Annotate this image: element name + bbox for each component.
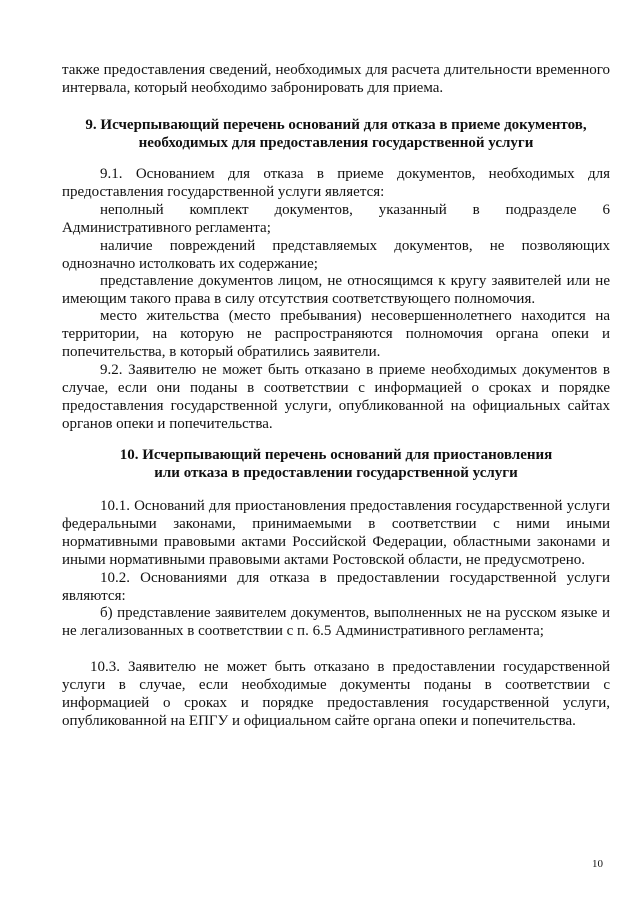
section-9-paragraph-5: место жительства (место пребывания) несовершеннолетнего находится на территории, на которую не распространяются полномочия органа опеки и попечительства, в который обратились заявители. (62, 308, 610, 360)
intro-paragraph: также предоставления сведений, необходимых для расчета длительности временного интервала, который необходимо забронировать для приема. (62, 62, 610, 96)
page-number: 10 (592, 858, 603, 870)
section-10-title (62, 446, 610, 482)
section-9-paragraph-4: представление документов лицом, не относящимся к кругу заявителей или не имеющим такого права в силу отсутствия соответствующего полномочия. (62, 273, 610, 307)
section-10-paragraph-2: 10.2. Основаниями для отказа в предоставлении государственной услуги являются: (62, 570, 610, 604)
section-10-title-line-2: или отказа в предоставлении государственной услуги (154, 465, 518, 481)
section-9-paragraph-2: неполный комплект документов, указанный в подразделе 6 Административного регламента; (62, 202, 610, 236)
section-10-paragraph-3: б) представление заявителем документов, выполненных не на русском языке и не легализованных в соответствии с п. 6.5 Административного регламента; (62, 605, 610, 639)
section-10-paragraph-1: 10.1. Оснований для приостановления предоставления государственной услуги федеральными законами, принимаемыми в соответствии с ними иными нормативными правовыми актами Российской Федерации, областными законами и иными нормативными правовыми актами Ростовской области, не предусмотрено. (62, 498, 610, 568)
section-10-title-line-1: 10. Исчерпывающий перечень оснований для приостановления (119, 447, 553, 463)
section-9-title-line-2: необходимых для предоставления государственной услуги (138, 135, 534, 151)
section-10-paragraph-4: 10.3. Заявителю не может быть отказано в предоставлении государственной услуги в случае, если необходимые документы поданы в соответствии с информацией о сроках и порядке предоставления государственной услуги, опубликованной на ЕПГУ и официальном сайте органа опеки и попечительства. (62, 659, 610, 729)
section-9-paragraph-1: 9.1. Основанием для отказа в приеме документов, необходимых для предоставления государственной услуги является: (62, 166, 610, 200)
section-9-title (62, 116, 610, 152)
section-9-paragraph-3: наличие повреждений представляемых документов, не позволяющих однозначно истолковать их содержание; (62, 238, 610, 272)
section-9-title-line-1: 9. Исчерпывающий перечень оснований для отказа в приеме документов, (85, 117, 587, 133)
section-9-paragraph-6: 9.2. Заявителю не может быть отказано в приеме необходимых документов в случае, если они поданы в соответствии с информацией о сроках и порядке предоставления государственной услуги, опубликованной на официальных сайтах органов опеки и попечительства. (62, 362, 610, 432)
